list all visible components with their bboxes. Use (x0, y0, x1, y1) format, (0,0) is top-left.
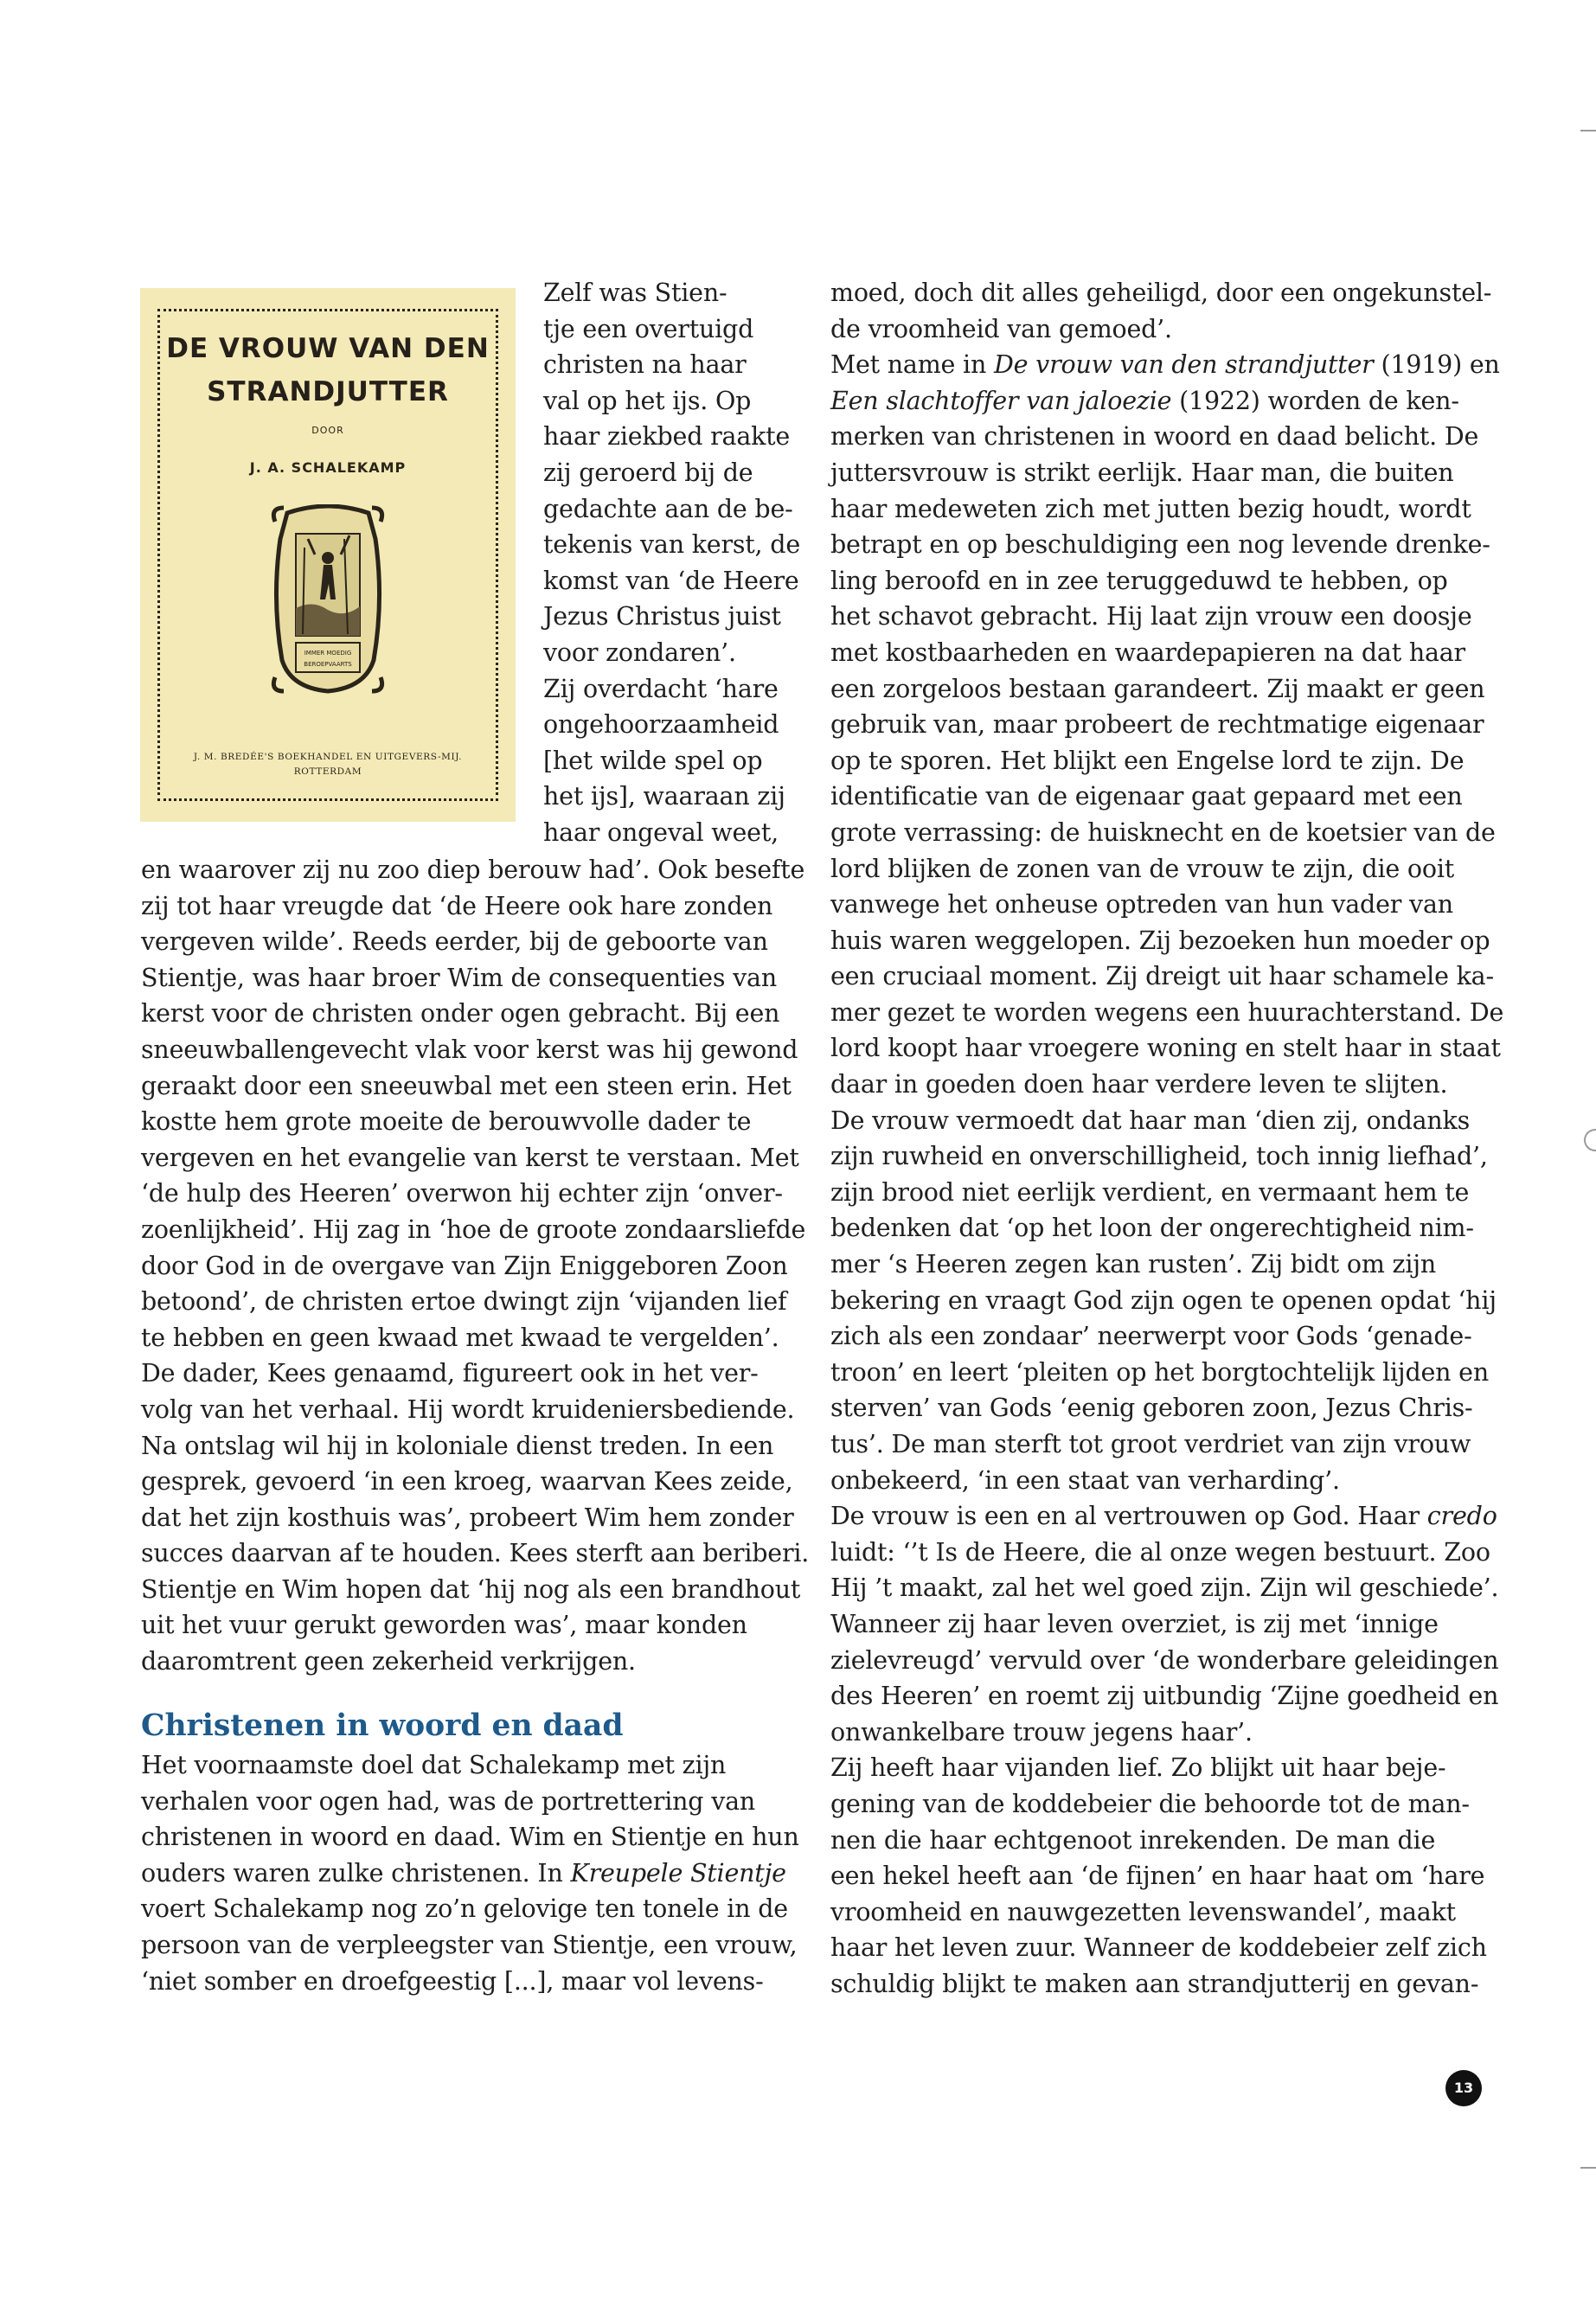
body-line: grote verrassing: de huisknecht en de koetsier van de (830, 817, 1496, 847)
body-line (830, 347, 1500, 383)
body-line: het schavot gebracht. Hij laat zijn vrouw een doosje (830, 602, 1472, 631)
body-line: gebruik van, maar probeert de rechtmatige eigenaar (830, 710, 1484, 740)
text-run: (1922) worden de ken- (1171, 386, 1459, 415)
body-line: ling beroofd en in zee teruggeduwd te hebben, op (830, 566, 1448, 595)
body-line: betrapt en op beschuldiging een nog levende drenke- (830, 530, 1490, 560)
body-line: zij geroerd bij de (543, 458, 753, 487)
body-line: zich als een zondaar’ neerwerpt voor Gods ‘genade- (830, 1322, 1472, 1351)
cover-title-line-1: DE VROUW VAN DEN (166, 333, 490, 364)
body-line: succes daarvan af te houden. Kees sterft aan beriberi. (141, 1539, 810, 1568)
body-line: zij tot haar vreugde dat ‘de Heere ook hare zonden (141, 891, 773, 920)
page-number-badge: 13 (1445, 2070, 1482, 2106)
body-line: Wanneer zij haar leven overziet, is zij met ‘innige (830, 1609, 1439, 1638)
body-line: Zij overdacht ‘hare (543, 674, 779, 703)
body-line: ‘de hulp des Heeren’ overwon hij echter zijn ‘onver- (141, 1179, 783, 1208)
body-line: ongehoorzaamheid (543, 710, 779, 740)
body-line: tekenis van kerst, de (543, 530, 800, 560)
body-line: de vroomheid van gemoed’. (830, 314, 1172, 343)
book-title-italic: De vrouw van den strandjutter (994, 350, 1374, 380)
body-line: [het wilde spel op (543, 746, 763, 775)
body-line: De dader, Kees genaamd, figureert ook in het ver- (141, 1359, 759, 1388)
body-line: mer gezet te worden wegens een huurachterstand. De (830, 997, 1504, 1027)
body-line: kerst voor de christen onder ogen gebracht. Bij een (141, 999, 780, 1029)
body-line: voor zondaren’. (543, 638, 736, 667)
body-line: gening van de koddebeier die behoorde tot de man- (830, 1789, 1470, 1818)
body-line: sterven’ van Gods ‘eenig geboren zoon, Jezus Chris- (830, 1394, 1473, 1423)
body-line: vroomheid en nauwgezetten levenswandel’, maakt (830, 1897, 1456, 1926)
cover-publisher-line-1: J. M. BREDÉE'S BOEKHANDEL EN UITGEVERS-MIJ. (193, 752, 463, 762)
body-line: een hekel heeft aan ‘de fijnen’ en haar haat om ‘hare (830, 1862, 1485, 1891)
body-line: ‘niet somber en droefgeestig [...], maar vol levens- (141, 1966, 764, 1996)
body-line: met kostbaarheden en waardepapieren na dat haar (830, 638, 1465, 667)
body-line: nen die haar echtgenoot inrekenden. De man die (830, 1825, 1436, 1855)
body-line: zoenlijkheid’. Hij zag in ‘hoe de groote zondaarsliefde (141, 1215, 806, 1244)
body-line: Hij ’t maakt, zal het wel goed zijn. Zijn wil geschiede’. (830, 1574, 1499, 1603)
body-line: identificatie van de eigenaar gaat gepaard met een (830, 782, 1463, 811)
body-line: vergeven en het evangelie van kerst te verstaan. Met (141, 1143, 799, 1172)
body-line: Het voornaamste doel dat Schalekamp met zijn (141, 1751, 727, 1779)
body-line (830, 383, 1488, 420)
body-line: juttersvrouw is strikt eerlijk. Haar man, die buiten (830, 458, 1454, 487)
text-run: De vrouw is een en al vertrouwen op God. Haar (830, 1502, 1427, 1531)
cover-author: J. A. SCHALEKAMP (249, 459, 407, 476)
body-line: daar in goeden doen haar verdere leven te slijten. (830, 1070, 1448, 1099)
body-line: lord koopt haar vroegere woning en stelt haar in staat (830, 1034, 1501, 1063)
body-line: verhalen voor ogen had, was de portrettering van (141, 1786, 756, 1816)
body-line: een cruciaal moment. Zij dreigt uit haar schamele ka- (830, 962, 1494, 991)
body-line: vergeven wilde’. Reeds eerder, bij de geboorte van (141, 927, 768, 957)
body-line: een zorgeloos bestaan garandeert. Zij maakt er geen (830, 674, 1485, 703)
body-line: op te sporen. Het blijkt een Engelse lord te zijn. De (830, 746, 1465, 775)
body-line: voert Schalekamp nog zo’n gelovige ten tonele in de (141, 1894, 788, 1924)
book-cover-image (140, 288, 516, 822)
body-line: vanwege het onheuse optreden van hun vader van (830, 890, 1453, 920)
body-line: De vrouw vermoedt dat haar man ‘dien zij, ondanks (830, 1106, 1471, 1135)
body-line: mer ‘s Heeren zegen kan rusten’. Zij bidt om zijn (830, 1250, 1437, 1279)
book-title-italic: Een slachtoffer van jaloezie (830, 386, 1172, 415)
text-run: Met name in (830, 350, 994, 380)
body-line: onwankelbare trouw jegens haar’. (830, 1717, 1253, 1747)
body-line: merken van christenen in woord en daad belicht. De (830, 422, 1479, 452)
body-line: tje een overtuigd (543, 314, 754, 343)
body-line: daaromtrent geen zekerheid verkrijgen. (141, 1647, 636, 1676)
section-text-column (141, 1747, 803, 1999)
body-line: dat het zijn kosthuis was’, probeert Wim hem zonder (141, 1503, 794, 1532)
text-run: ouders waren zulke christenen. In (141, 1858, 571, 1888)
book-title-italic: Kreupele Stientje (570, 1858, 786, 1888)
cover-door: DOOR (311, 425, 344, 436)
body-line: uit het vuur gerukt geworden was’, maar konden (141, 1611, 747, 1640)
body-line: Zelf was Stien- (543, 279, 727, 307)
cover-publisher-line-2: ROTTERDAM (293, 766, 362, 777)
body-line: huis waren weggelopen. Zij bezoeken hun moeder op (830, 926, 1490, 955)
body-line: troon’ en leert ‘pleiten op het borgtochtelijk lijden en (830, 1357, 1489, 1387)
body-line: gedachte aan de be- (543, 494, 793, 523)
body-line: bekering en vraagt God zijn ogen te openen opdat ‘hij (830, 1285, 1497, 1315)
registration-mark (1584, 1129, 1596, 1151)
body-line: te hebben en geen kwaad met kwaad te vergelden’. (141, 1323, 779, 1352)
left-text-column (141, 852, 810, 1680)
crop-mark-top (1580, 130, 1596, 131)
body-line: schuldig blijkt te maken aan strandjutterij en gevan- (830, 1969, 1479, 1998)
crop-mark-bottom (1580, 2167, 1596, 2169)
body-line: haar medeweten zich met jutten bezig houdt, wordt (830, 494, 1471, 523)
body-line: zielevreugd’ vervuld over ‘de wonderbare geleidingen (830, 1645, 1499, 1675)
body-line: sneeuwballengevecht vlak voor kerst was hij gewond (141, 1035, 798, 1064)
body-line (830, 1498, 1497, 1535)
body-line: Stientje, was haar broer Wim de consequenties van (141, 963, 777, 992)
narrow-text-column (543, 275, 803, 851)
body-line (141, 1856, 803, 1892)
body-line: komst van ‘de Heere (543, 566, 799, 595)
text-run: (1919) en (1373, 350, 1500, 380)
body-line: lord blijken de zonen van de vrouw te zijn, die ooit (830, 854, 1454, 883)
body-line: des Heeren’ en roemt zij uitbundig ‘Zijne goedheid en (830, 1682, 1499, 1711)
cover-title-line-2: STRANDJUTTER (207, 376, 449, 407)
body-line: christenen in woord en daad. Wim en Stientje en hun (141, 1823, 799, 1852)
cover-publisher (140, 750, 516, 779)
vignette-text-1: IMMER MOEDIG (304, 650, 352, 657)
body-line: Zij heeft haar vijanden lief. Zo blijkt uit haar beje- (830, 1753, 1446, 1783)
body-line: onbekeerd, ‘in een staat van verharding’. (830, 1465, 1340, 1495)
body-line: persoon van de verpleegster van Stientje, een vrouw, (141, 1930, 798, 1959)
body-line: door God in de overgave van Zijn Eniggeboren Zoon (141, 1251, 788, 1280)
right-text-column (830, 275, 1504, 2003)
body-line: tus’. De man sterft tot groot verdriet van zijn vrouw (830, 1430, 1471, 1458)
body-line: haar het leven zuur. Wanneer de koddebeier zelf zich (830, 1933, 1487, 1963)
body-line: haar ziekbed raakte (543, 422, 791, 452)
body-line: en waarover zij nu zoo diep berouw had’. Ook besefte (141, 856, 805, 884)
body-line: volg van het verhaal. Hij wordt kruideniersbediende. (141, 1394, 795, 1424)
section-heading: Christenen in woord en daad (141, 1708, 624, 1743)
body-line: zijn brood niet eerlijk verdient, en vermaant hem te (830, 1177, 1470, 1207)
italic-word: credo (1426, 1502, 1497, 1531)
body-line: Jezus Christus juist (543, 602, 781, 631)
body-line: zijn ruwheid en onverschilligheid, toch innig liefhad’, (830, 1142, 1488, 1171)
body-line: val op het ijs. Op (543, 386, 752, 415)
body-line: gesprek, gevoerd ‘in een kroeg, waarvan Kees zeide, (141, 1467, 793, 1497)
body-line: Stientje en Wim hopen dat ‘hij nog als een brandhout (141, 1574, 801, 1604)
body-line: luidt: ‘’t Is de Heere, die al onze wegen bestuurt. Zoo (830, 1537, 1490, 1567)
body-line: moed, doch dit alles geheiligd, door een ongekunstel- (830, 279, 1492, 307)
cover-title (140, 327, 516, 413)
body-line: betoond’, de christen ertoe dwingt zijn ‘vijanden lief (141, 1287, 787, 1317)
body-line: bedenken dat ‘op het loon der ongerechtigheid nim- (830, 1214, 1474, 1243)
cover-vignette-illustration (270, 504, 386, 695)
body-line: christen na haar (543, 350, 747, 380)
body-line: haar ongeval weet, (543, 817, 779, 847)
body-line: het ijs], waaraan zij (543, 782, 785, 811)
body-line: Na ontslag wil hij in koloniale dienst treden. In een (141, 1431, 774, 1460)
body-line: geraakt door een sneeuwbal met een steen erin. Het (141, 1071, 792, 1100)
body-line: kostte hem grote moeite de berouwvolle dader te (141, 1107, 752, 1137)
vignette-text-2: BEROEPVAARTS (304, 661, 352, 668)
